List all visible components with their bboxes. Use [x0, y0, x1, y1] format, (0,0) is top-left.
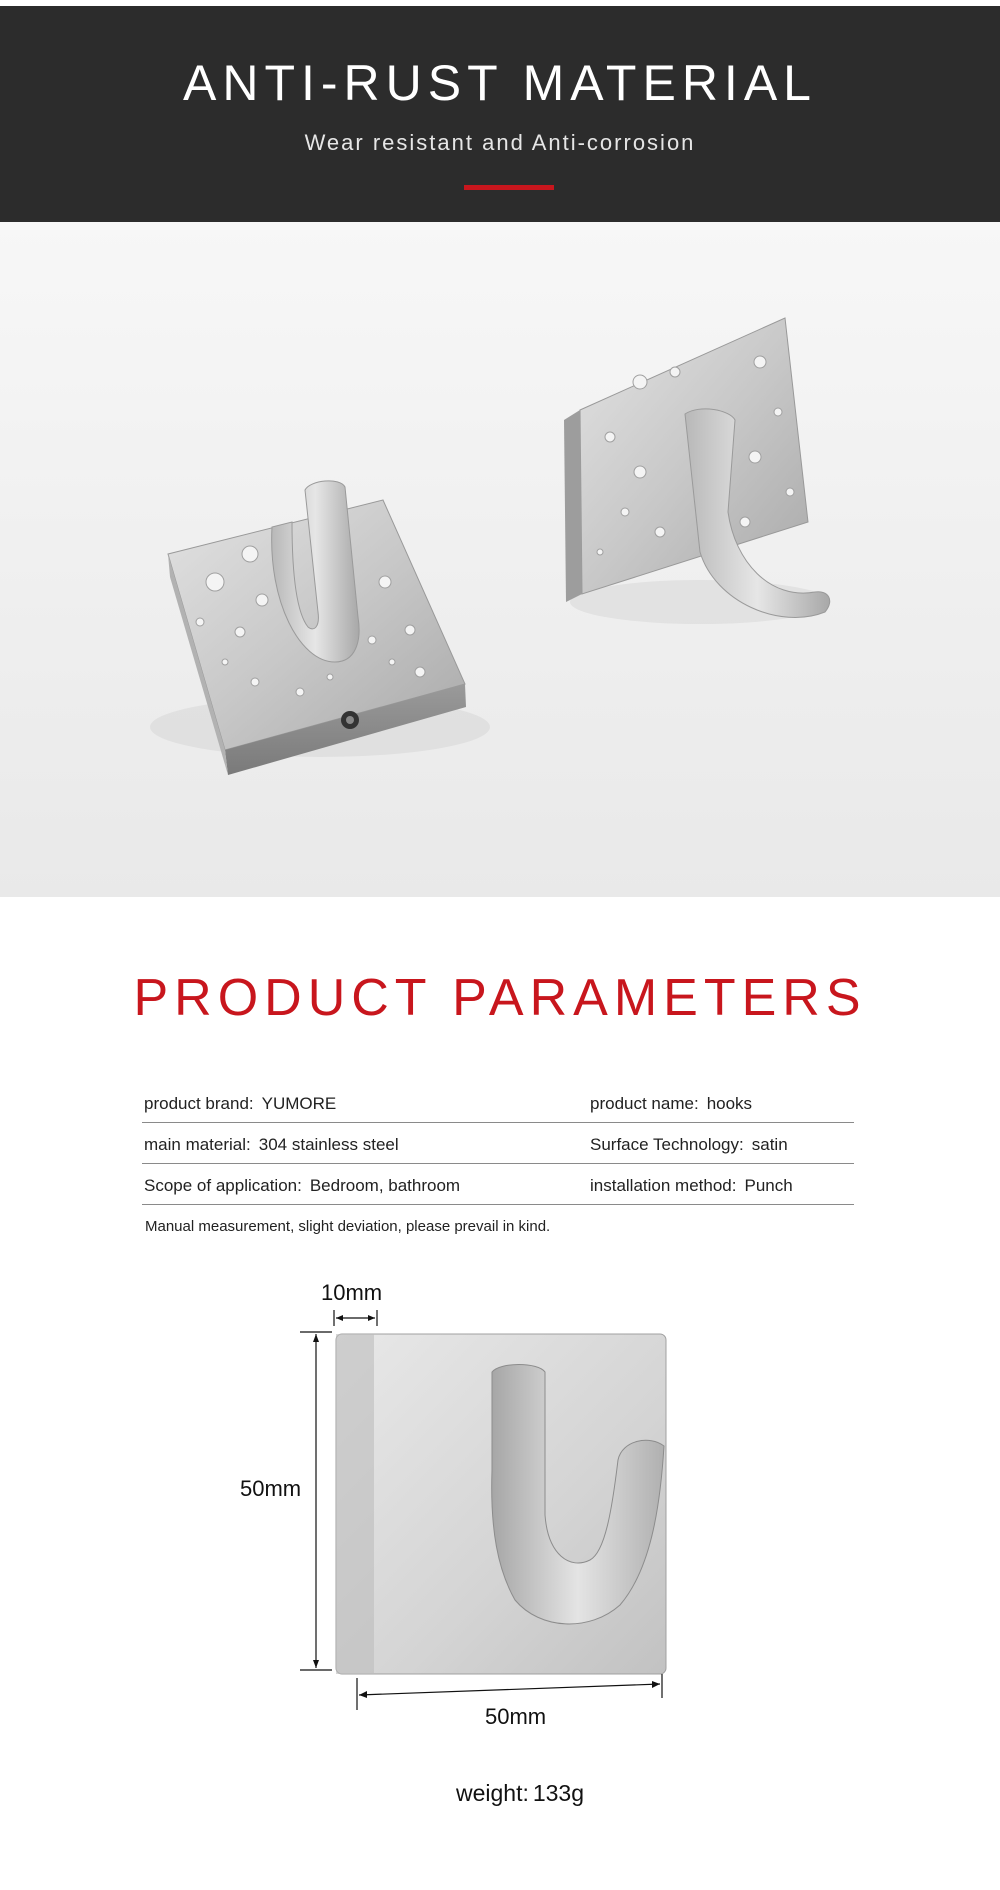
param-cell	[144, 1176, 460, 1196]
param-value: hooks	[706, 1094, 753, 1113]
params-row	[142, 1164, 854, 1205]
param-cell	[590, 1176, 793, 1196]
param-value: YUMORE	[261, 1094, 337, 1113]
hook-photo-illustration	[0, 222, 1000, 897]
param-label: product name:	[590, 1094, 699, 1113]
weight-label: weight:	[455, 1780, 529, 1806]
accent-divider	[464, 185, 554, 190]
param-label: installation method:	[590, 1176, 737, 1195]
width-label: 50mm	[485, 1704, 547, 1729]
param-label: main material:	[144, 1135, 251, 1154]
param-value: 304 stainless steel	[258, 1135, 399, 1154]
param-label: Surface Technology:	[590, 1135, 744, 1154]
param-cell	[590, 1135, 788, 1155]
weight-value: 133g	[532, 1780, 585, 1806]
param-cell	[144, 1094, 336, 1114]
dimension-diagram	[0, 1270, 1000, 1750]
param-value: Bedroom, bathroom	[309, 1176, 461, 1195]
params-row	[142, 1082, 854, 1123]
height-label: 50mm	[240, 1476, 302, 1501]
product-photo	[0, 222, 1000, 897]
param-cell	[144, 1135, 399, 1155]
param-label: product brand:	[144, 1094, 254, 1113]
param-cell	[590, 1094, 752, 1114]
depth-label: 10mm	[321, 1280, 383, 1305]
header-banner	[0, 6, 1000, 222]
banner-subtitle: Wear resistant and Anti-corrosion	[304, 130, 696, 155]
param-label: Scope of application:	[144, 1176, 302, 1195]
weight-info	[0, 1780, 1000, 1807]
params-table	[142, 1082, 854, 1205]
banner-title: ANTI-RUST MATERIAL	[183, 55, 817, 111]
param-value: Punch	[744, 1176, 793, 1195]
measurement-note: Manual measurement, slight deviation, please prevail in kind.	[145, 1218, 551, 1235]
param-value: satin	[751, 1135, 788, 1154]
params-row	[142, 1123, 854, 1164]
params-title: PRODUCT PARAMETERS	[133, 969, 867, 1027]
